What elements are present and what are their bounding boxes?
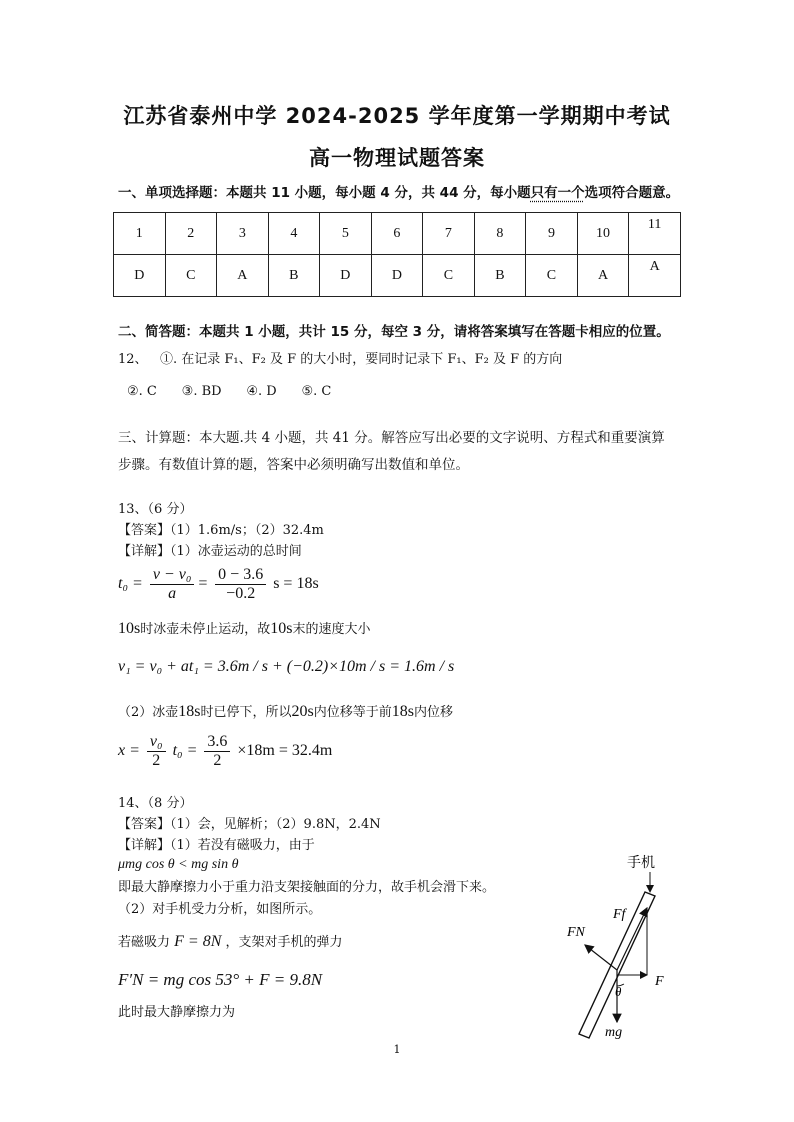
q14-answer: 【答案】（1）会，见解析；（2）9.8N，2.4N	[118, 817, 381, 832]
q13-equation-displacement: x = $\frac{\text{v₀}}{2}$ t₀ = $\frac{3.6}{2}$ ×18m = 32.4m	[118, 733, 333, 769]
q13-head: 13、（6 分）	[118, 502, 193, 517]
answer-cell: A	[577, 255, 629, 297]
question-number: 3	[217, 213, 269, 255]
question-number: 10	[577, 213, 629, 255]
question-number: 11	[629, 213, 681, 255]
question-number: 8	[474, 213, 526, 255]
normal-force-arrow	[585, 945, 617, 970]
question-number: 1	[114, 213, 166, 255]
label-mg: mg	[605, 1025, 623, 1040]
question-number: 6	[371, 213, 423, 255]
answer-cell: D	[114, 255, 166, 297]
answer-cell: D	[320, 255, 372, 297]
answer-cell: B	[474, 255, 526, 297]
question-number-row	[114, 213, 681, 255]
q14-detail: 【详解】（1）若没有磁吸力，由于	[118, 838, 315, 853]
label-friction: Ff	[613, 907, 626, 922]
q14-text3: 若磁吸力 F = 8N ，支架对手机的弹力	[118, 933, 343, 950]
label-theta: θ	[615, 984, 622, 999]
q13-answer: 【答案】（1）1.6m/s；（2）32.4m	[118, 523, 324, 538]
answer-title: 高一物理试题答案	[309, 146, 485, 170]
label-normal: FN	[567, 925, 585, 940]
section3-heading-line2: 步骤。有数值计算的题，答案中必须明确写出数值和单位。	[118, 457, 469, 473]
page-number: 1	[393, 1043, 401, 1056]
q14-text1: 即最大静摩擦力小于重力沿支架接触面的分力，故手机会滑下来。	[118, 880, 496, 895]
q13-text2: （2）冰壶18s时已停下，所以20s内位移等于前18s内位移	[118, 703, 454, 720]
q14-inequality: μmg cos θ < mg sin θ	[118, 857, 239, 872]
section1-heading: 一、单项选择题：本题共 11 小题，每小题 4 分，共 44 分，每小题只有一个选项符合题意。	[118, 185, 680, 201]
question-number: 9	[526, 213, 578, 255]
question-number: 4	[268, 213, 320, 255]
answer-cell: B	[268, 255, 320, 297]
q12-line1: 12、 ①. 在记录 F₁、F₂ 及 F 的大小时，要同时记录下 F₁、F₂ 及 F 的方向	[118, 352, 563, 367]
force-diagram	[555, 850, 695, 1050]
answer-cell: C	[165, 255, 217, 297]
q13-detail: 【详解】（1）冰壶运动的总时间	[118, 544, 302, 559]
q13-text1: 10s时冰壶未停止运动，故10s末的速度大小	[118, 620, 371, 637]
section2-heading: 二、简答题：本题共 1 小题，共计 15 分，每空 3 分，请将答案填写在答题卡相应的位置。	[118, 324, 670, 340]
answer-cell: C	[423, 255, 475, 297]
question-number: 7	[423, 213, 475, 255]
q13-equation-time: t₀ = $\frac{\text{v − v₀}}{a}$ = $\frac{0 - 3.6}{-0.2}$ s = 18s	[118, 566, 319, 602]
q13-equation-velocity: v₁ = v₀ + at₁ = 3.6m / s + (−0.2)×10m / s = 1.6m / s	[118, 658, 455, 675]
answer-cell: A	[629, 255, 681, 297]
q14-head: 14、（8 分）	[118, 796, 193, 811]
answer-table	[113, 212, 681, 297]
answer-cell: C	[526, 255, 578, 297]
label-F: F	[655, 974, 664, 989]
answer-cell: A	[217, 255, 269, 297]
q12-number: 12、	[118, 352, 148, 367]
q14-text2: （2）对手机受力分析，如图所示。	[118, 902, 322, 917]
q14-equation-normal-force: F′N = mg cos 53° + F = 9.8N	[118, 970, 323, 989]
answer-cell: D	[371, 255, 423, 297]
answer-row	[114, 255, 681, 297]
q14-text4: 此时最大静摩擦力为	[118, 1005, 236, 1020]
question-number: 2	[165, 213, 217, 255]
exam-title: 江苏省泰州中学 2024-2025 学年度第一学期期中考试	[123, 104, 671, 128]
label-phone: 手机	[627, 854, 655, 870]
question-number: 5	[320, 213, 372, 255]
section3-heading-line1: 三、计算题：本大题.共 4 小题，共 41 分。解答应写出必要的文字说明、方程式和重要演算	[118, 430, 665, 446]
q12-line2: ②. C ③. BD ④. D ⑤. C	[127, 384, 332, 399]
